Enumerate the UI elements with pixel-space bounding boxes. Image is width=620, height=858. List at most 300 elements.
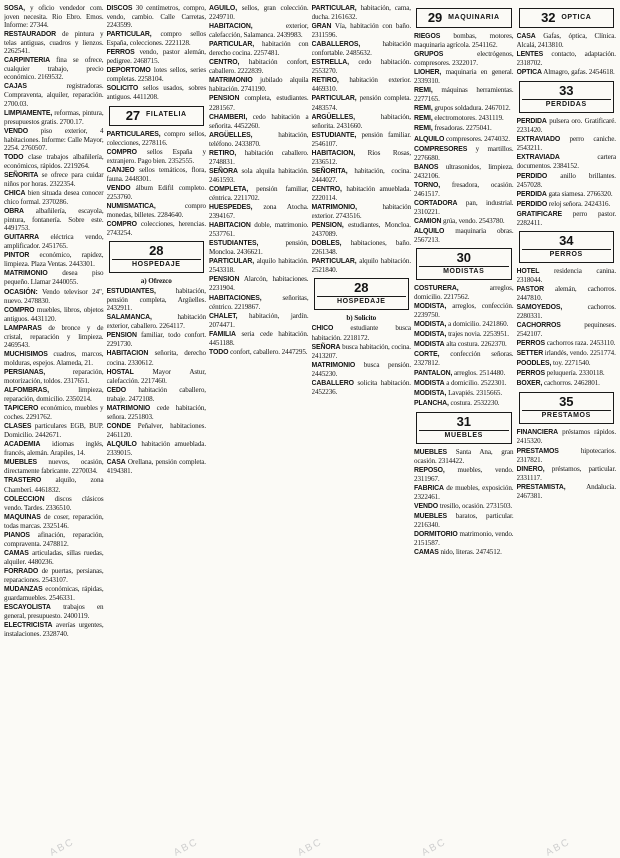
ad-heading: CLASES [4,423,32,431]
ad-text: bombas, motores, maquinaria agrícola. 2541162. [414,32,514,50]
classified-ad [4,621,104,638]
ad-text: reparación, motorización, toldos. 2317651. [4,367,104,385]
ad-heading: ALQUILO [106,440,137,448]
classified-ad [4,549,104,566]
classified-ad [107,148,207,165]
classified-ad [414,114,514,123]
ad-text: particulares EGB, BUP. Domicilio. 2442671. [4,422,104,440]
classified-ad [517,210,617,227]
classified-ad [414,512,514,529]
ad-text: habitación exterior, caballero. 2264117. [106,313,206,331]
classified-ad [517,190,617,199]
ad-heading: PIANOS [4,531,30,539]
classified-ad [4,350,104,367]
ad-text: préstamos rápidos. 2415320. [516,428,616,446]
classified-ad [209,348,309,357]
ad-text: compro monedas, billetes. 2284640. [106,201,206,219]
ad-heading: CAMION [414,217,442,225]
ad-heading: MODISTA, [414,321,447,329]
ad-text: trajes novia. 2253951. [448,330,509,339]
ad-text: Almagro, gafas. 2454618. [543,68,615,77]
ad-heading: PARTICULAR, [311,258,357,266]
ad-text: busca pensión. 2445230. [311,360,411,378]
classified-ad [414,135,514,144]
ad-text: sola alquila habitación. 2461593. [209,166,309,184]
ad-heading: MUEBLES [414,513,447,521]
section-subheading: a) Ofrezco [140,277,172,286]
classified-ad [312,131,412,148]
ad-text: contacto, adaptación. 2318702. [516,50,616,68]
ad-heading: DISCOS [106,5,133,12]
ad-text: vendo, pastor alemán, pedigree. 2468715. [106,48,206,66]
classified-ad [107,404,207,421]
section-header-prestamos [519,392,615,424]
ad-text: baratos, particular. 2216340. [414,512,514,530]
ad-heading: MODISTA, [414,331,447,339]
ad-text: Vía, habitación con baño. 2311596. [311,22,411,40]
ad-heading: HOTEL [516,267,540,275]
classified-ad [107,130,207,147]
ad-text: habitación, pensión completa, Argüelles. 2432911. [106,287,206,313]
ad-text: cedo habitación a señorita. 4452260. [209,112,309,130]
ad-text: Orellana, pensión completa. 4194381. [106,458,206,476]
classified-ad [4,189,104,206]
ad-text: toy. 2271540. [553,359,591,368]
classified-ad [209,22,309,39]
classified-ad [517,339,617,348]
section-header-maquinaria [416,8,512,28]
ad-text: habitación exterior. 2743516. [311,203,411,221]
ad-text: habitación con derecho cocina. 2257481. [209,40,309,58]
ad-text: habitación, teléfono. 2433870. [209,130,309,148]
classified-ad [312,40,412,57]
ad-text: solicita habitación. 2452236. [311,378,411,396]
ad-text: tresillo, ocasión. 2731503. [439,501,513,510]
classified-ad [312,4,412,21]
classified-ad [414,227,514,244]
ad-heading: ESCAYOLISTA [4,604,51,612]
ad-heading: FINANCIERA [516,429,558,437]
classified-ad [107,287,207,312]
ad-heading: ESTUDIANTES, [209,240,259,248]
classified-ad [517,50,617,67]
ad-heading: OPTICA [516,69,542,77]
ad-text: alemán, cachorros. 2447810. [516,284,616,302]
ad-text: pensión familiar, céntrica. 2211702. [209,184,309,202]
ad-heading: ESTUDIANTE, [311,131,357,139]
ad-text: perro caniche. 2543211. [516,135,616,153]
ad-heading: PERSIANAS, [4,368,46,376]
ad-text: pensión completa. 2483574. [311,94,411,112]
ad-heading: PARTICULAR, [311,95,357,103]
ad-text: fresadoras. 2275041. [434,124,492,133]
ad-heading: TODO [209,348,229,356]
classified-ad [4,567,104,584]
classified-ad [312,58,412,75]
classified-ad [4,386,104,403]
ad-text: 30 centímetros, compro, vendo, cambio. Calle Carretas, 2243599. [106,4,206,30]
ad-heading: PARTICULAR, [209,41,255,49]
classified-ad [107,440,207,457]
classified-ad [209,239,309,256]
section-title: PRESTAMOS [522,410,612,420]
ad-heading: CORTADORA [414,199,458,207]
ad-heading: MATRIMONIO [311,361,356,369]
classified-ad [517,172,617,189]
ad-text: piso exterior, 4 habitaciones. Informe: Calle Mayor, 2254. 2760507. [4,126,104,152]
ad-text: muebles, vendo. 2311967. [414,465,514,483]
ad-text: compro sellos España, colecciones. 2221128. [106,30,206,48]
ad-text: peluquería. 2330118. [546,369,605,378]
ad-heading: SAMOYEDOS, [516,303,563,311]
ad-text: cartera documentos. 2384152. [516,153,616,171]
classified-ad [414,124,514,133]
ad-text: alquilo habitación. 2521840. [311,257,411,275]
ad-text: jubilado alquila habitación. 2741190. [209,76,309,94]
ad-heading: HABITACION, [311,149,356,157]
ad-heading: HUESPEDES, [209,204,253,212]
classified-ad [414,330,514,339]
ad-text: habitación caballero. 2748831. [209,148,309,166]
ad-text: económico, muebles y coches. 2291762. [4,404,104,422]
classified-ad [517,267,617,284]
ad-heading: CASA [106,459,126,467]
classified-ad [312,167,412,184]
ad-text: exterior, calefacción, Salamanca. 2439983. [209,22,309,40]
ad-text: Ríos Rosas, 2336512. [311,148,411,166]
ad-heading: OCASIÓN: [4,288,38,296]
classified-ad [107,184,207,201]
ad-text: habitación, jardín. 2074471. [209,311,309,329]
ad-text: clase trabajos albañilería, económicos, rápidos. 2219264. [4,152,104,170]
ad-text: gata siamesa. 2766320. [548,189,613,198]
ad-text: cuadros, marcos, molduras, espejos. Alameda, 21. [4,349,104,367]
classified-ad [414,86,514,103]
ad-heading: REMI, [414,125,433,133]
classified-ad [414,340,514,349]
column-3 [209,4,309,839]
classified-ad [4,440,104,457]
ad-text: familiar, todo confort. 2291730. [106,331,206,349]
ad-text: de muebles, exposición. 2322461. [414,483,514,501]
classified-ad [209,4,309,21]
ad-heading: SEÑORITA, [311,167,348,175]
classified-ad [414,104,514,113]
ad-heading: LIMPIAMENTE, [4,109,53,117]
classified-ad [209,94,309,111]
ad-text: máquinas herramientas. 2277165. [414,86,514,104]
classified-ad [414,163,514,180]
ad-heading: MAQUINAS [4,513,41,521]
ad-text: lotes sellos, series completas. 2258104. [106,66,206,84]
ad-heading: ALQUILO [414,135,445,143]
section-number: 30 [456,250,471,266]
classified-ad [414,320,514,329]
ad-text: busca habitación, cocina. 2413207. [311,342,411,360]
ad-heading: FERROS [106,49,135,57]
ad-text: habitación caballero, trabaje. 2472108. [106,385,206,403]
ad-heading: SOSA, [4,5,25,12]
classified-ad [4,109,104,126]
classified-ad [312,221,412,238]
ad-text: cachorros. 2462801. [544,379,600,388]
classified-ad [414,32,514,49]
ad-text: grúa, vendo. 2543780. [443,216,505,225]
ad-heading: MODISTA, [414,303,447,311]
ad-text: seria cede habitación. 4451188. [209,329,309,347]
column-5 [414,4,514,839]
classified-ad [209,76,309,93]
classified-ad [414,379,514,388]
classified-ad [414,466,514,483]
watermark-mark: ABC [543,835,573,858]
ad-heading: COMPRO [4,306,35,314]
ad-heading: RIEGOS [414,33,441,40]
classified-ad [209,275,309,292]
ad-heading: ARGÜELLES, [311,113,355,121]
ad-text: álbum Edifil completo. 2253760. [106,183,206,201]
classified-ad [107,220,207,237]
ad-text: pan, industrial. 2310221. [414,198,514,216]
ad-text: perro pastor. 2282411. [516,209,616,227]
ad-heading: PRESTAMOS [516,447,559,455]
ad-text: colecciones, herencias. 2743254. [106,219,206,238]
ad-heading: PERDIDO [516,200,548,208]
ad-heading: ESTRELLA, [311,59,349,67]
ad-heading: RETIRO, [209,149,237,157]
ad-heading: HABITACION [106,350,149,358]
ad-heading: ALQUILO [414,227,445,235]
classified-ad [312,324,412,341]
ad-heading: ARGÜELLES, [209,131,253,139]
classified-ad [107,349,207,366]
section-number: 33 [559,83,574,99]
ad-heading: PASTOR [516,285,544,293]
ad-text: sellos temáticos, flora, fauna. 2448301. [106,165,206,183]
ad-heading: FABRICA [414,484,444,492]
classified-ad [517,465,617,482]
ad-heading: ESTUDIANTES, [106,288,156,296]
ad-heading: MUEBLES [414,448,447,456]
ad-heading: CABALLERO [311,379,354,387]
ad-text: Gafas, óptica, Clínica. Alcalá, 2413810. [516,32,616,50]
ad-heading: MUEBLES [4,459,37,467]
ad-heading: RESTAURADOR [4,31,56,39]
ad-text: idiomas inglés, francés, alemán. Arapiles, 14. [4,440,104,458]
ad-heading: DINERO, [516,465,545,473]
section-number: 31 [456,413,471,429]
classified-ad [517,117,617,134]
classified-ad [4,603,104,620]
ad-heading: HOSTAL [106,368,134,376]
classified-ad [312,257,412,274]
section-header-modistas [416,248,512,280]
ad-heading: CENTRO, [311,185,342,193]
ad-text: desea piso pequeño. Llamar 2440055. [4,269,104,287]
section-title: PERROS [522,249,612,259]
classified-ad [414,548,514,557]
ad-text: habitación, cama, ducha. 2161632. [311,4,411,22]
section-title: MAQUINARIA [448,13,500,21]
ad-heading: MODISTA [414,341,445,349]
ad-heading: DOBLES, [311,240,342,248]
ad-text: Vendo televisor 24", nuevo. 2478830. [4,287,104,305]
ad-text: habitación amueblada. 2339015. [106,439,206,457]
classified-ad [4,82,104,107]
ad-text: registradoras. Compraventa, alquiler, reparación. 2700.03. [4,82,104,108]
classified-ad [209,185,309,202]
watermark-mark: ABC [171,835,201,858]
ad-heading: MUCHISIMOS [4,350,48,358]
ad-text: costura. 2532230. [450,398,500,407]
classified-ad [4,306,104,323]
ad-heading: MODISTA [414,379,445,387]
ad-text: ultrasonidos, limpieza. 2432106. [414,162,514,180]
classified-ad [107,166,207,183]
ad-heading: POODLES, [516,360,552,368]
classified-ad [517,135,617,152]
ad-text: cedo habitación. 2553270. [311,58,411,76]
section-title: HOSPEDAJE [112,259,202,269]
ad-text: habitación confortable. 2485632. [311,40,411,58]
ad-heading: PRESTAMISTA, [516,483,566,491]
ad-text: doble, matrimonio. 2537761. [209,221,309,239]
classified-ad [4,324,104,349]
section-header-perros [519,231,615,263]
classified-ad [107,48,207,65]
ad-heading: CAMAS [414,549,439,557]
classified-ad [517,200,617,209]
ad-text: Santa Ana, gran ocasión. 2314422. [414,447,514,465]
classified-ad [107,4,207,29]
ad-text: completa, estudiantes. 2281567. [209,94,309,112]
ad-heading: CABALLEROS, [311,41,361,49]
section-title: FILATELIA [146,111,187,119]
column-2 [107,4,207,839]
classified-ad [4,127,104,152]
ad-text: reformas, pintura, presupuestos gratis. 2700.17. [4,108,104,126]
ad-heading: COMPRO [106,148,137,156]
ad-text: arreglos, confección. 2239750. [414,302,514,320]
ad-text: alquilo, zona Chamberí. 4461832. [4,476,104,494]
ad-text: residencia canina. 2318044. [516,266,616,284]
classified-ad [209,149,309,166]
ad-heading: PENSION [209,95,240,103]
ad-heading: COMPRESORES [414,145,468,153]
ad-heading: PLANCHA, [414,399,449,407]
ad-text: fresadora, ocasión. 2461517. [414,180,514,198]
ad-text: y oficio vendedor com. joven necesita. Rio Ebro. Emos. Informe: 27344. [4,4,104,30]
ad-text: se ofrece para cuidar niños por horas. 2322354. [4,170,104,188]
classified-ad [414,145,514,162]
ad-heading: GRAN [311,23,332,31]
ad-heading: DORMITORIO [414,531,458,539]
ad-heading: PERDIDO [516,172,548,180]
ad-text: Mayor Astur, calefacción. 2217460. [106,367,206,385]
ad-heading: PINTOR [4,252,30,260]
ad-text: alquilo habitación. 2543318. [209,257,309,275]
classified-ad [4,476,104,493]
ad-heading: PERROS [516,370,546,378]
classified-ad [4,585,104,602]
section-header-filatelia [109,106,205,126]
ad-heading: FORRADO [4,567,39,575]
ad-heading: REMI, [414,87,433,95]
ad-text: de pintura y telas antiguas, cuadros y lienzos. 2262541. [4,30,104,56]
classified-ad [4,404,104,421]
classified-ad [312,76,412,93]
classified-ad [517,379,617,388]
ad-text: muebles, libros, objetos antiguos. 4431120. [4,305,104,323]
classified-ad [4,30,104,55]
classified-ad [414,199,514,216]
ad-heading: MODISTA, [414,389,447,397]
classified-ad [107,331,207,348]
section-header-optica [519,8,615,28]
classified-ad [4,153,104,170]
ad-heading: NUMISMATICA, [106,202,156,210]
ad-heading: REMI, [414,115,433,123]
ad-text: habitación, señorita. 2431660. [311,112,411,130]
ad-heading: MATRIMONIO [209,77,253,85]
classified-ad [517,32,617,49]
classified-ad [312,343,412,360]
classified-ad [209,58,309,75]
ad-text: reloj señora. 2424316. [548,199,611,208]
ad-heading: PARTICULAR, [106,31,152,39]
classified-ad [4,368,104,385]
ad-heading: TODO [4,153,24,161]
ad-text: de puertas, persianas, reparaciones. 2543107. [4,566,104,584]
classified-ad [414,502,514,511]
classified-ad [312,113,412,130]
section-title: MODISTAS [419,266,509,276]
watermark-mark: ABC [295,835,325,858]
section-title: OPTICA [561,13,592,21]
classified-ad [209,167,309,184]
ad-text: arreglos. 2514480. [453,368,506,377]
ad-heading: ACADEMIA [4,441,41,449]
ad-text: habitaciones, baño. 2261348. [311,239,411,257]
ad-text: cede habitación, señora. 2251803. [106,403,206,421]
classified-ad [4,269,104,286]
classified-ad [312,203,412,220]
ad-text: habitación, cocina. 2444027. [311,166,411,184]
classified-ad [414,389,514,398]
ad-text: zona Atocha. 2394167. [209,203,309,221]
ad-text: compro sellos, colecciones, 2278116. [106,129,206,147]
ad-heading: COMPRO [106,220,137,228]
ad-heading: HABITACION, [209,23,253,31]
classified-ad [4,251,104,268]
ad-heading: PERDIDA [516,190,547,198]
ad-heading: PARTICULAR, [311,5,357,12]
ad-heading: SOLICITO [106,85,139,93]
ad-heading: HABITACION [209,222,251,230]
classified-ad [312,149,412,166]
ad-heading: PANTALON, [414,369,453,377]
ad-heading: GRATIFICARE [516,210,562,218]
classified-ad [414,217,514,226]
ad-heading: SEÑORITA [4,171,39,179]
classified-ad [209,203,309,220]
ad-heading: CEDO [106,386,127,394]
classified-ad [414,369,514,378]
ad-text: albañilería, escayola, pintura, fontanería. Sobre este. 4491753. [4,207,104,233]
classified-ad [4,513,104,530]
ad-text: préstamos, particular. 2331117. [516,464,616,482]
ad-text: electrógenos, compresores. 2322017. [414,50,514,68]
